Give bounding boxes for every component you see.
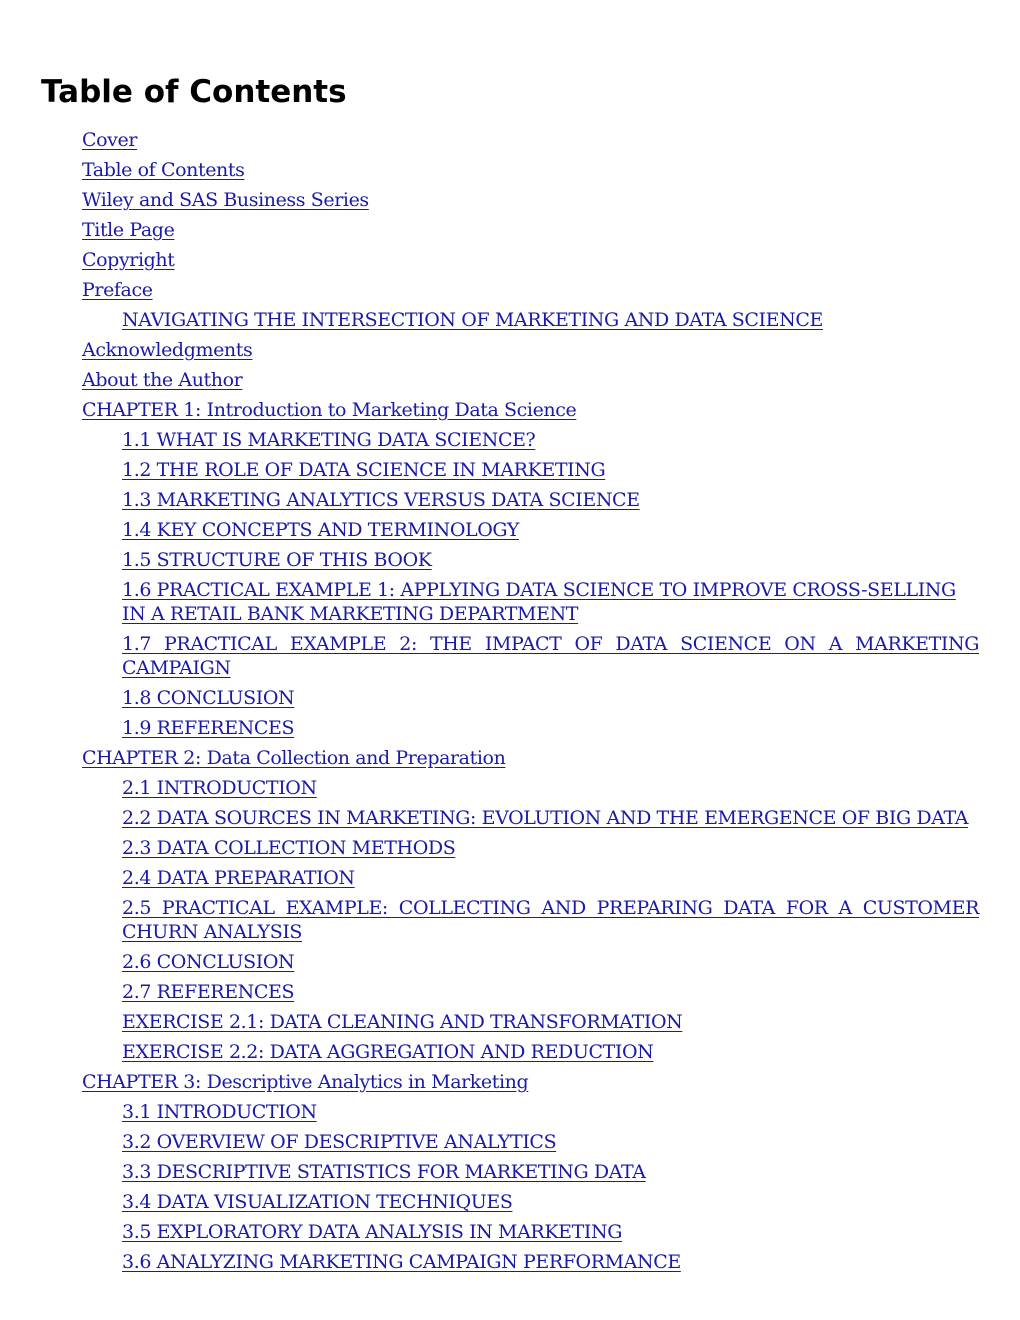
toc-link[interactable]: 2.5 PRACTICAL EXAMPLE: COLLECTING AND PREPARING DATA FOR A CUSTOMER CHURN ANALYSIS	[122, 897, 979, 943]
toc-entry	[82, 1160, 979, 1184]
toc-entry	[82, 746, 979, 770]
toc-entry	[82, 1220, 979, 1244]
toc-entry	[82, 548, 979, 572]
toc-link[interactable]: 3.3 DESCRIPTIVE STATISTICS FOR MARKETING DATA	[122, 1161, 646, 1183]
toc-link[interactable]: 3.6 ANALYZING MARKETING CAMPAIGN PERFORMANCE	[122, 1251, 681, 1273]
toc-entry	[82, 896, 979, 944]
toc-entry	[82, 248, 979, 272]
toc-link[interactable]: CHAPTER 3: Descriptive Analytics in Marketing	[82, 1071, 529, 1093]
toc-entry	[82, 518, 979, 542]
toc-entry	[82, 1010, 979, 1034]
toc-entry	[82, 578, 979, 626]
toc-link[interactable]: Preface	[82, 279, 153, 301]
toc-link[interactable]: 1.9 REFERENCES	[122, 717, 295, 739]
toc-link[interactable]: 2.3 DATA COLLECTION METHODS	[122, 837, 456, 859]
toc-entry	[82, 128, 979, 152]
toc-entry	[82, 866, 979, 890]
toc-entry	[82, 488, 979, 512]
toc-entry	[82, 1070, 979, 1094]
toc-entry	[82, 338, 979, 362]
toc-entry	[82, 428, 979, 452]
toc-link[interactable]: Table of Contents	[82, 159, 245, 181]
toc-entry	[82, 716, 979, 740]
toc-link[interactable]: Acknowledgments	[82, 339, 253, 361]
page-title: Table of Contents	[41, 74, 347, 110]
toc-link[interactable]: 2.6 CONCLUSION	[122, 951, 295, 973]
toc-link[interactable]: Wiley and SAS Business Series	[82, 189, 369, 211]
toc-link[interactable]: EXERCISE 2.2: DATA AGGREGATION AND REDUCTION	[122, 1041, 654, 1063]
toc-link[interactable]: EXERCISE 2.1: DATA CLEANING AND TRANSFORMATION	[122, 1011, 683, 1033]
toc-entry	[82, 806, 979, 830]
toc-link[interactable]: About the Author	[82, 369, 243, 391]
toc-entry	[82, 836, 979, 860]
toc-link[interactable]: CHAPTER 1: Introduction to Marketing Data Science	[82, 399, 577, 421]
toc-entry	[82, 308, 979, 332]
toc-entry	[82, 632, 979, 680]
toc-entry	[82, 188, 979, 212]
toc-link[interactable]: NAVIGATING THE INTERSECTION OF MARKETING AND DATA SCIENCE	[122, 309, 823, 331]
toc-link[interactable]: 3.4 DATA VISUALIZATION TECHNIQUES	[122, 1191, 513, 1213]
toc-link[interactable]: 3.1 INTRODUCTION	[122, 1101, 317, 1123]
toc-link[interactable]: 1.3 MARKETING ANALYTICS VERSUS DATA SCIENCE	[122, 489, 640, 511]
toc-entry	[82, 218, 979, 242]
toc-link[interactable]: 1.5 STRUCTURE OF THIS BOOK	[122, 549, 432, 571]
toc-entry	[82, 278, 979, 302]
toc-list	[82, 128, 979, 1280]
toc-link[interactable]: Copyright	[82, 249, 175, 271]
toc-entry	[82, 1130, 979, 1154]
toc-link[interactable]: Title Page	[82, 219, 175, 241]
toc-link[interactable]: 1.7 PRACTICAL EXAMPLE 2: THE IMPACT OF DATA SCIENCE ON A MARKETING CAMPAIGN	[122, 633, 979, 679]
toc-link[interactable]: 3.2 OVERVIEW OF DESCRIPTIVE ANALYTICS	[122, 1131, 557, 1153]
toc-entry	[82, 686, 979, 710]
toc-entry	[82, 1250, 979, 1274]
toc-link[interactable]: 1.1 WHAT IS MARKETING DATA SCIENCE?	[122, 429, 536, 451]
toc-link[interactable]: 1.8 CONCLUSION	[122, 687, 295, 709]
toc-link[interactable]: 2.2 DATA SOURCES IN MARKETING: EVOLUTION AND THE EMERGENCE OF BIG DATA	[122, 807, 969, 829]
toc-entry	[82, 158, 979, 182]
toc-link[interactable]: 1.2 THE ROLE OF DATA SCIENCE IN MARKETING	[122, 459, 606, 481]
toc-link[interactable]: 2.1 INTRODUCTION	[122, 777, 317, 799]
toc-entry	[82, 398, 979, 422]
toc-link[interactable]: 1.4 KEY CONCEPTS AND TERMINOLOGY	[122, 519, 519, 541]
toc-entry	[82, 1040, 979, 1064]
toc-link[interactable]: 2.4 DATA PREPARATION	[122, 867, 355, 889]
toc-entry	[82, 458, 979, 482]
toc-entry	[82, 980, 979, 1004]
toc-link[interactable]: 3.5 EXPLORATORY DATA ANALYSIS IN MARKETING	[122, 1221, 622, 1243]
toc-entry	[82, 1190, 979, 1214]
toc-entry	[82, 950, 979, 974]
toc-link[interactable]: CHAPTER 2: Data Collection and Preparation	[82, 747, 506, 769]
toc-entry	[82, 368, 979, 392]
toc-link[interactable]: 2.7 REFERENCES	[122, 981, 295, 1003]
toc-entry	[82, 776, 979, 800]
toc-link[interactable]: 1.6 PRACTICAL EXAMPLE 1: APPLYING DATA SCIENCE TO IMPROVE CROSS-SELLING IN A RETAIL BANK MARKETING DEPARTMENT	[122, 579, 956, 625]
toc-entry	[82, 1100, 979, 1124]
toc-link[interactable]: Cover	[82, 129, 138, 151]
